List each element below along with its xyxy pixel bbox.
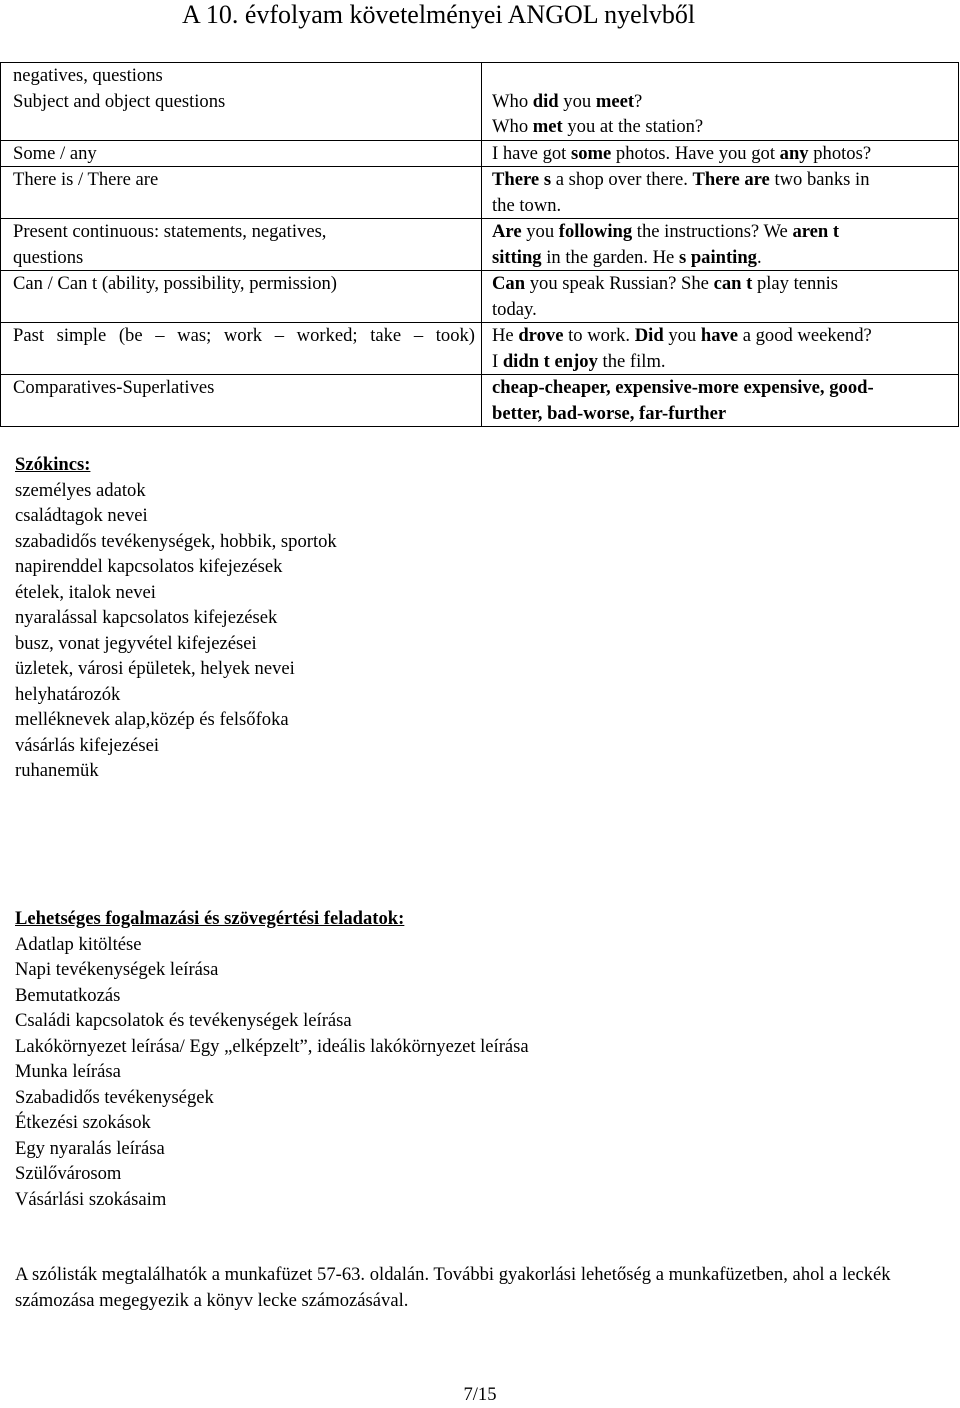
vocabulary-item: családtagok nevei	[15, 505, 148, 526]
example-bold-text: following	[558, 221, 633, 242]
example-bold-text: have	[700, 325, 739, 346]
example-text: the film.	[597, 350, 666, 372]
example-bold-text: didn t enjoy	[502, 350, 598, 372]
example-text: photos. Have you got	[611, 142, 780, 164]
tasks-section	[15, 906, 529, 1212]
grammar-example-line	[492, 349, 958, 375]
example-text: He	[492, 325, 519, 346]
grammar-row	[1, 271, 959, 323]
grammar-row	[1, 219, 959, 271]
grammar-example-line	[492, 219, 958, 245]
grammar-example-line	[492, 63, 958, 89]
example-text: a good weekend?	[738, 325, 872, 346]
grammar-topic-line: Present continuous: statements, negatives,	[13, 221, 327, 242]
task-item: Szülővárosom	[15, 1163, 122, 1184]
example-bold-text: some	[571, 142, 612, 164]
task-item: Napi tevékenységek leírása	[15, 959, 219, 980]
example-bold-text: cheap-cheaper, expensive-more expensive, good-	[492, 377, 874, 398]
example-text: you	[558, 90, 596, 112]
vocabulary-item: vásárlás kifejezései	[15, 734, 160, 756]
example-text: today.	[492, 298, 537, 320]
task-item: Egy nyaralás leírása	[15, 1137, 165, 1159]
example-bold-text: There s	[492, 169, 552, 190]
example-bold-text: can t	[713, 273, 753, 294]
example-text: ?	[634, 90, 643, 112]
example-text: photos?	[808, 142, 872, 164]
task-item: Lakókörnyezet leírása/ Egy „elképzelt”, ideális lakókörnyezet leírása	[15, 1035, 529, 1057]
grammar-row	[1, 375, 959, 427]
grammar-topic-line: Subject and object questions	[13, 90, 226, 112]
example-text: Who	[492, 116, 533, 137]
grammar-topic-line: Past simple (be – was; work – worked; take – took)	[13, 325, 475, 346]
example-bold-text: Can	[492, 273, 526, 294]
grammar-example-cell	[482, 323, 959, 375]
page-title: A 10. évfolyam követelményei ANGOL nyelvből	[182, 0, 696, 29]
example-bold-text: Are	[492, 221, 522, 242]
grammar-example-line	[492, 375, 958, 401]
grammar-example-cell	[482, 375, 959, 427]
grammar-row	[1, 323, 959, 375]
example-text: two banks in	[769, 169, 870, 190]
grammar-topic-line: Comparatives-Superlatives	[13, 377, 215, 398]
grammar-example-line	[492, 323, 958, 349]
task-item: Szabadidős tevékenységek	[15, 1086, 214, 1108]
grammar-row	[1, 63, 959, 141]
vocabulary-item: nyaralással kapcsolatos kifejezések	[15, 607, 278, 628]
vocabulary-item: üzletek, városi épületek, helyek nevei	[15, 658, 295, 679]
grammar-example-line	[492, 141, 958, 167]
vocabulary-section	[15, 452, 337, 784]
grammar-example-cell	[482, 219, 959, 271]
grammar-topic-line: There is / There are	[13, 169, 159, 190]
example-text: you at the station?	[562, 116, 704, 137]
example-bold-text: meet	[595, 90, 635, 112]
example-bold-text: met	[532, 116, 563, 137]
grammar-example-cell	[482, 167, 959, 219]
example-text: Who	[492, 90, 533, 112]
vocabulary-item: busz, vonat jegyvétel kifejezései	[15, 632, 257, 654]
example-text: in the garden. He	[541, 246, 675, 268]
grammar-example-line	[492, 271, 958, 297]
grammar-example-cell	[482, 63, 959, 141]
vocabulary-heading: Szókincs:	[15, 454, 91, 475]
grammar-example-line	[492, 167, 958, 193]
grammar-example-cell	[482, 140, 959, 167]
example-text: .	[756, 246, 762, 268]
example-text: a shop over there.	[551, 169, 693, 190]
grammar-example-line	[492, 401, 958, 427]
example-bold-text: Did	[634, 325, 664, 346]
grammar-topic-cell	[1, 375, 482, 427]
grammar-topic-line: questions	[13, 246, 84, 268]
grammar-example-line	[492, 193, 958, 219]
grammar-topic-cell	[1, 140, 482, 167]
task-item: Családi kapcsolatok és tevékenységek leírása	[15, 1010, 352, 1031]
vocabulary-item: helyhatározók	[15, 683, 121, 705]
vocabulary-item: szabadidős tevékenységek, hobbik, sportok	[15, 530, 337, 552]
example-text: the instructions? We	[632, 221, 793, 242]
grammar-example-line	[492, 297, 958, 323]
example-text: the town.	[492, 194, 562, 216]
tasks-heading: Lehetséges fogalmazási és szövegértési feladatok:	[15, 908, 405, 929]
grammar-example-line	[492, 89, 958, 115]
example-text: you speak Russian? She	[525, 273, 714, 294]
task-item: Étkezési szokások	[15, 1112, 151, 1133]
grammar-table	[0, 62, 959, 427]
grammar-topic-cell	[1, 167, 482, 219]
grammar-row	[1, 167, 959, 219]
example-bold-text: any	[779, 142, 809, 164]
vocabulary-item: ételek, italok nevei	[15, 581, 156, 603]
note-paragraph: A szólisták megtalálhatók a munkafüzet 57-63. oldalán. További gyakorlási lehetőség a munkafüzetben, ahol a leckék számozása megegyezik a könyv lecke számozásával.	[15, 1264, 891, 1311]
vocabulary-item: napirenddel kapcsolatos kifejezések	[15, 556, 283, 577]
grammar-example-cell	[482, 271, 959, 323]
task-item: Bemutatkozás	[15, 984, 121, 1006]
grammar-topic-cell	[1, 271, 482, 323]
grammar-topic-cell	[1, 323, 482, 375]
example-bold-text: did	[532, 90, 559, 112]
grammar-topic-line: Can / Can t (ability, possibility, permission)	[13, 273, 337, 294]
example-text: you	[663, 325, 701, 346]
page-number: 7/15	[463, 1384, 497, 1405]
task-item: Adatlap kitöltése	[15, 933, 142, 955]
example-text: I have got	[492, 142, 571, 164]
example-bold-text: better, bad-worse, far-further	[492, 402, 727, 424]
task-item: Munka leírása	[15, 1061, 121, 1082]
grammar-example-line	[492, 114, 958, 140]
grammar-topic-cell	[1, 219, 482, 271]
example-bold-text: aren t	[792, 221, 840, 242]
vocabulary-item: személyes adatok	[15, 479, 146, 501]
grammar-topic-line: negatives, questions	[13, 65, 163, 86]
grammar-example-line	[492, 245, 958, 271]
example-bold-text: There are	[692, 169, 770, 190]
grammar-row	[1, 140, 959, 167]
example-bold-text: sitting	[492, 246, 542, 268]
grammar-topic-cell	[1, 63, 482, 141]
example-text: I	[492, 350, 503, 372]
example-text: play tennis	[752, 273, 839, 294]
task-item: Vásárlási szokásaim	[15, 1188, 167, 1210]
grammar-topic-line: Some / any	[13, 142, 97, 164]
vocabulary-item: ruhanemük	[15, 760, 99, 781]
example-bold-text: drove	[518, 325, 564, 346]
vocabulary-item: melléknevek alap,közép és felsőfoka	[15, 709, 289, 730]
example-text: to work.	[563, 325, 635, 346]
example-text: you	[521, 221, 559, 242]
example-bold-text: s painting	[674, 246, 757, 268]
